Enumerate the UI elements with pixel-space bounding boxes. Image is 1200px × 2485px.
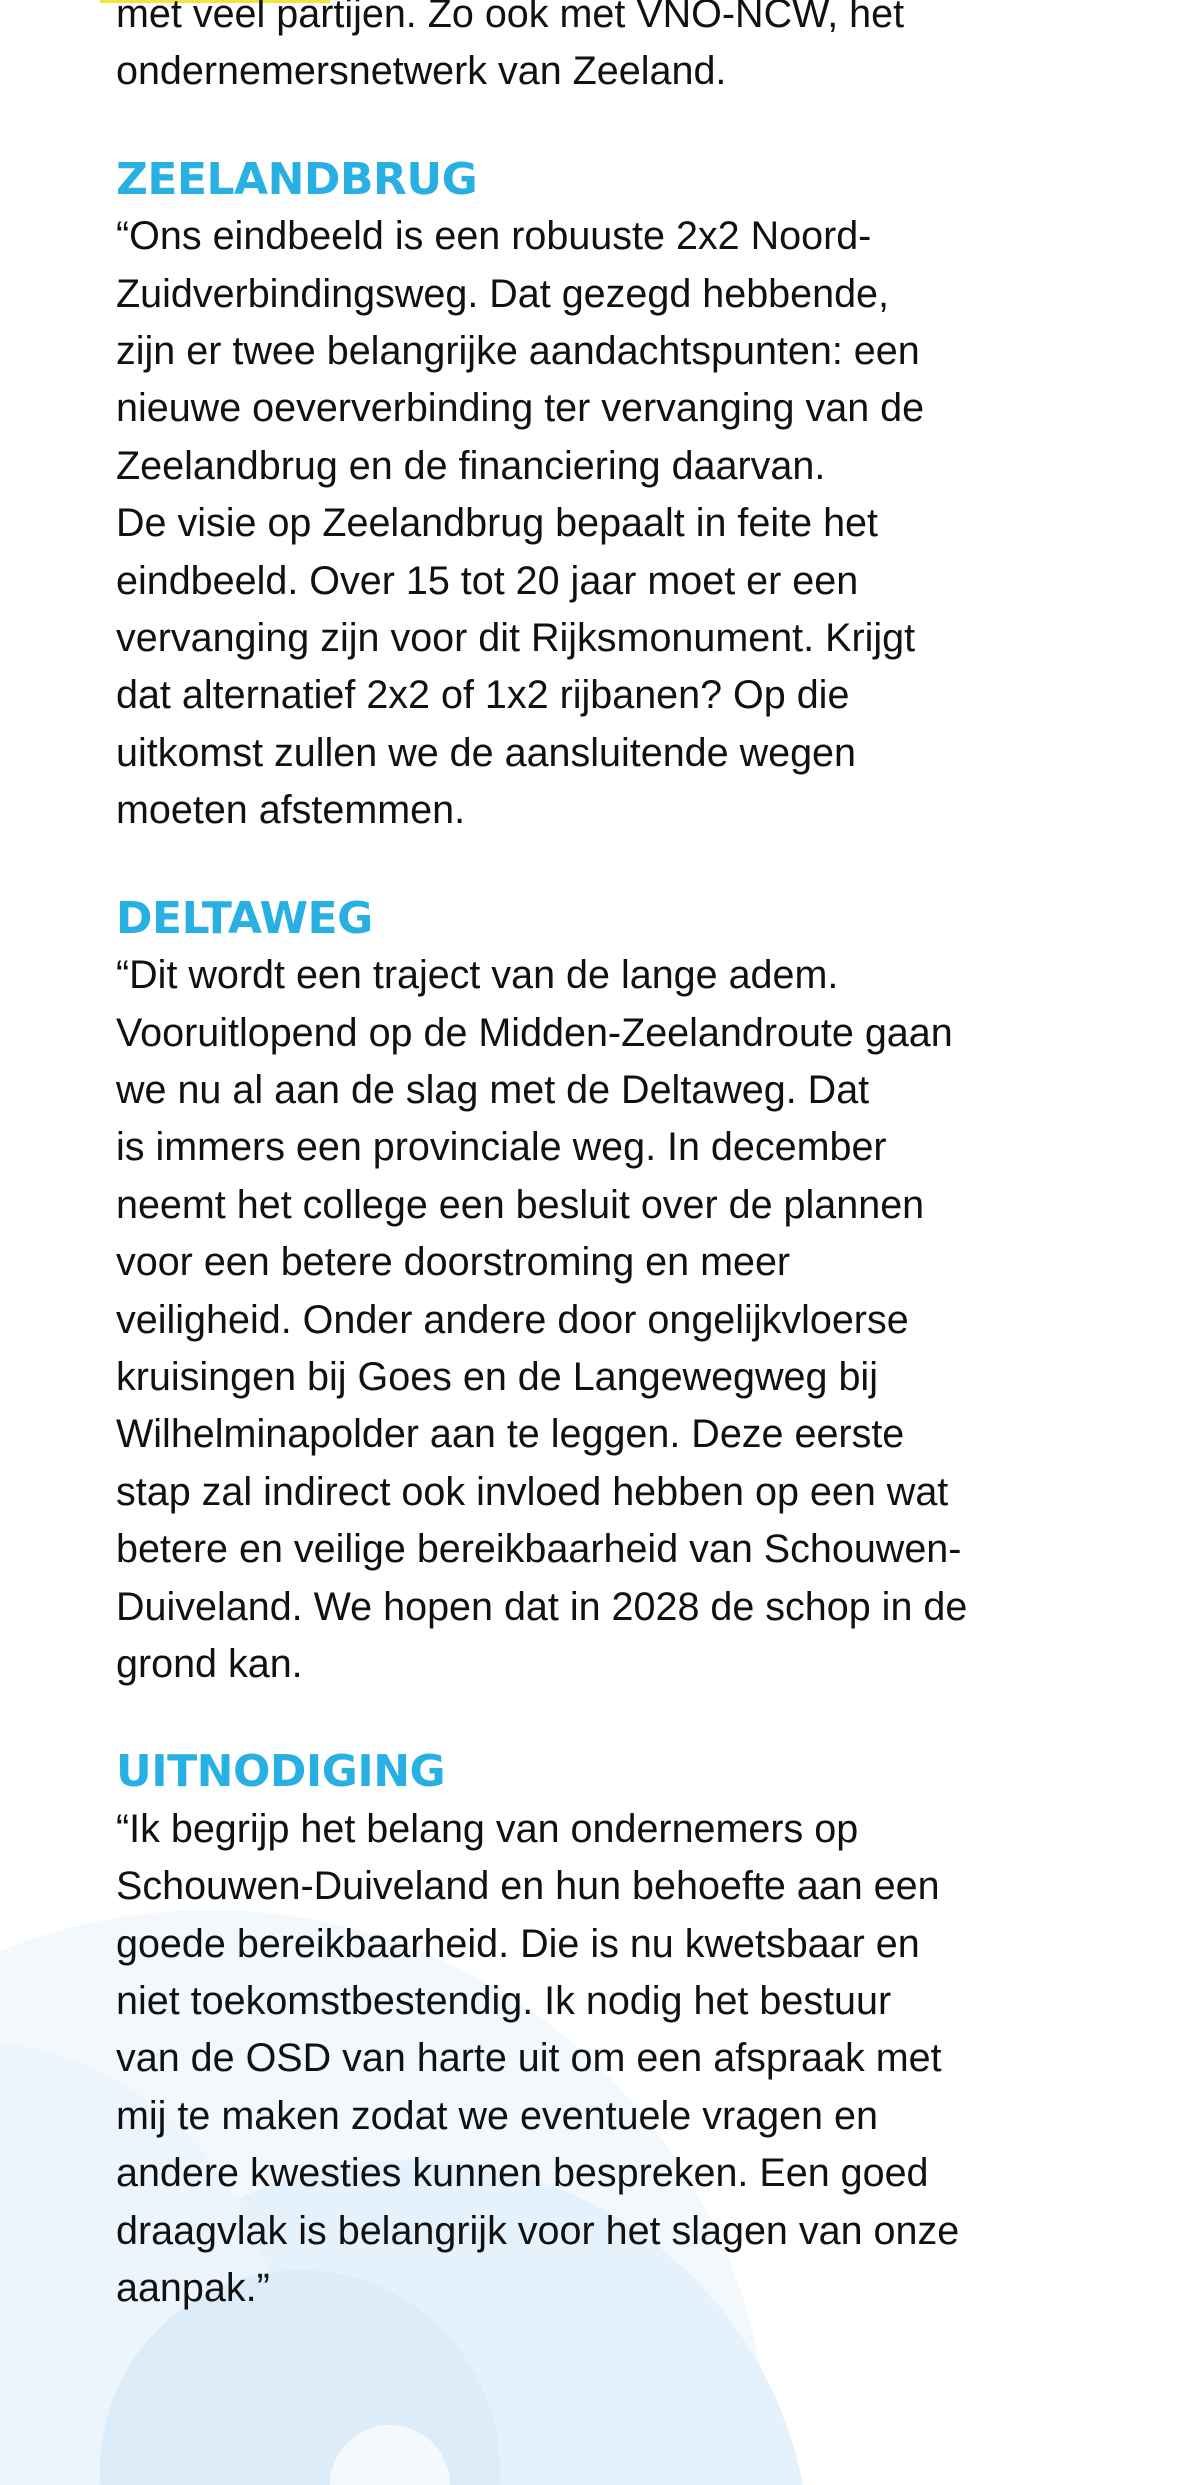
section-heading-deltaweg: DELTAWEG [116,892,373,944]
section-deltaweg [116,890,1096,1694]
article-body [116,0,1096,2367]
section-heading-uitnodiging: UITNODIGING [116,1746,446,1798]
section-uitnodiging [116,1743,1096,2317]
intro-paragraph: met veel partijen. Zo ook met VNO-NCW, het ondernemersnetwerk van Zeeland. [116,0,905,94]
section-body-uitnodiging: “Ik begrijp het belang van ondernemers op Schouwen-Duiveland en hun behoefte aan een goede bereikbaarheid. Die is nu kwetsbaar en niet toekomstbestendig. Ik nodig het bestuur van de OSD van harte uit om een afspraak met mij te maken zodat we eventuele vragen en andere kwesties kunnen bespreken. Een goed draagvlak is belangrijk voor het slagen van onze aanpak.” [116,1806,960,2311]
section-zeelandbrug [116,151,1096,840]
section-heading-zeelandbrug: ZEELANDBRUG [116,153,478,205]
section-body-zeelandbrug: “Ons eindbeeld is een robuuste 2x2 Noord- Zuidverbindingsweg. Dat gezegd hebbende, zijn er twee belangrijke aandachtspunten: een nieuwe oeververbinding ter vervanging van de Zeelandbrug en de financiering daarvan. De visie op Zeelandbrug bepaalt in feite het eindbeeld. Over 15 tot 20 jaar moet er een vervanging zijn voor dit Rijksmonument. Krijgt dat alternatief 2x2 of 1x2 rijbanen? Op die uitkomst zullen we de aansluitende wegen moeten afstemmen. [116,214,925,833]
section-body-deltaweg: “Dit wordt een traject van de lange adem. Vooruitlopend op de Midden-Zeelandroute gaan we nu al aan de slag met de Deltaweg. Dat is immers een provinciale weg. In december neemt het college een besluit over de plannen voor een betere doorstroming en meer veiligheid. Onder andere door ongelijkvloerse kruisingen bij Goes en de Langewegweg bij Wilhelminapolder aan te leggen. Deze eerste stap zal indirect ook invloed hebben op een wat betere en veilige bereikbaarheid van Schouwen- Duiveland. We hopen dat in 2028 de schop in de grond kan. [116,953,968,1686]
